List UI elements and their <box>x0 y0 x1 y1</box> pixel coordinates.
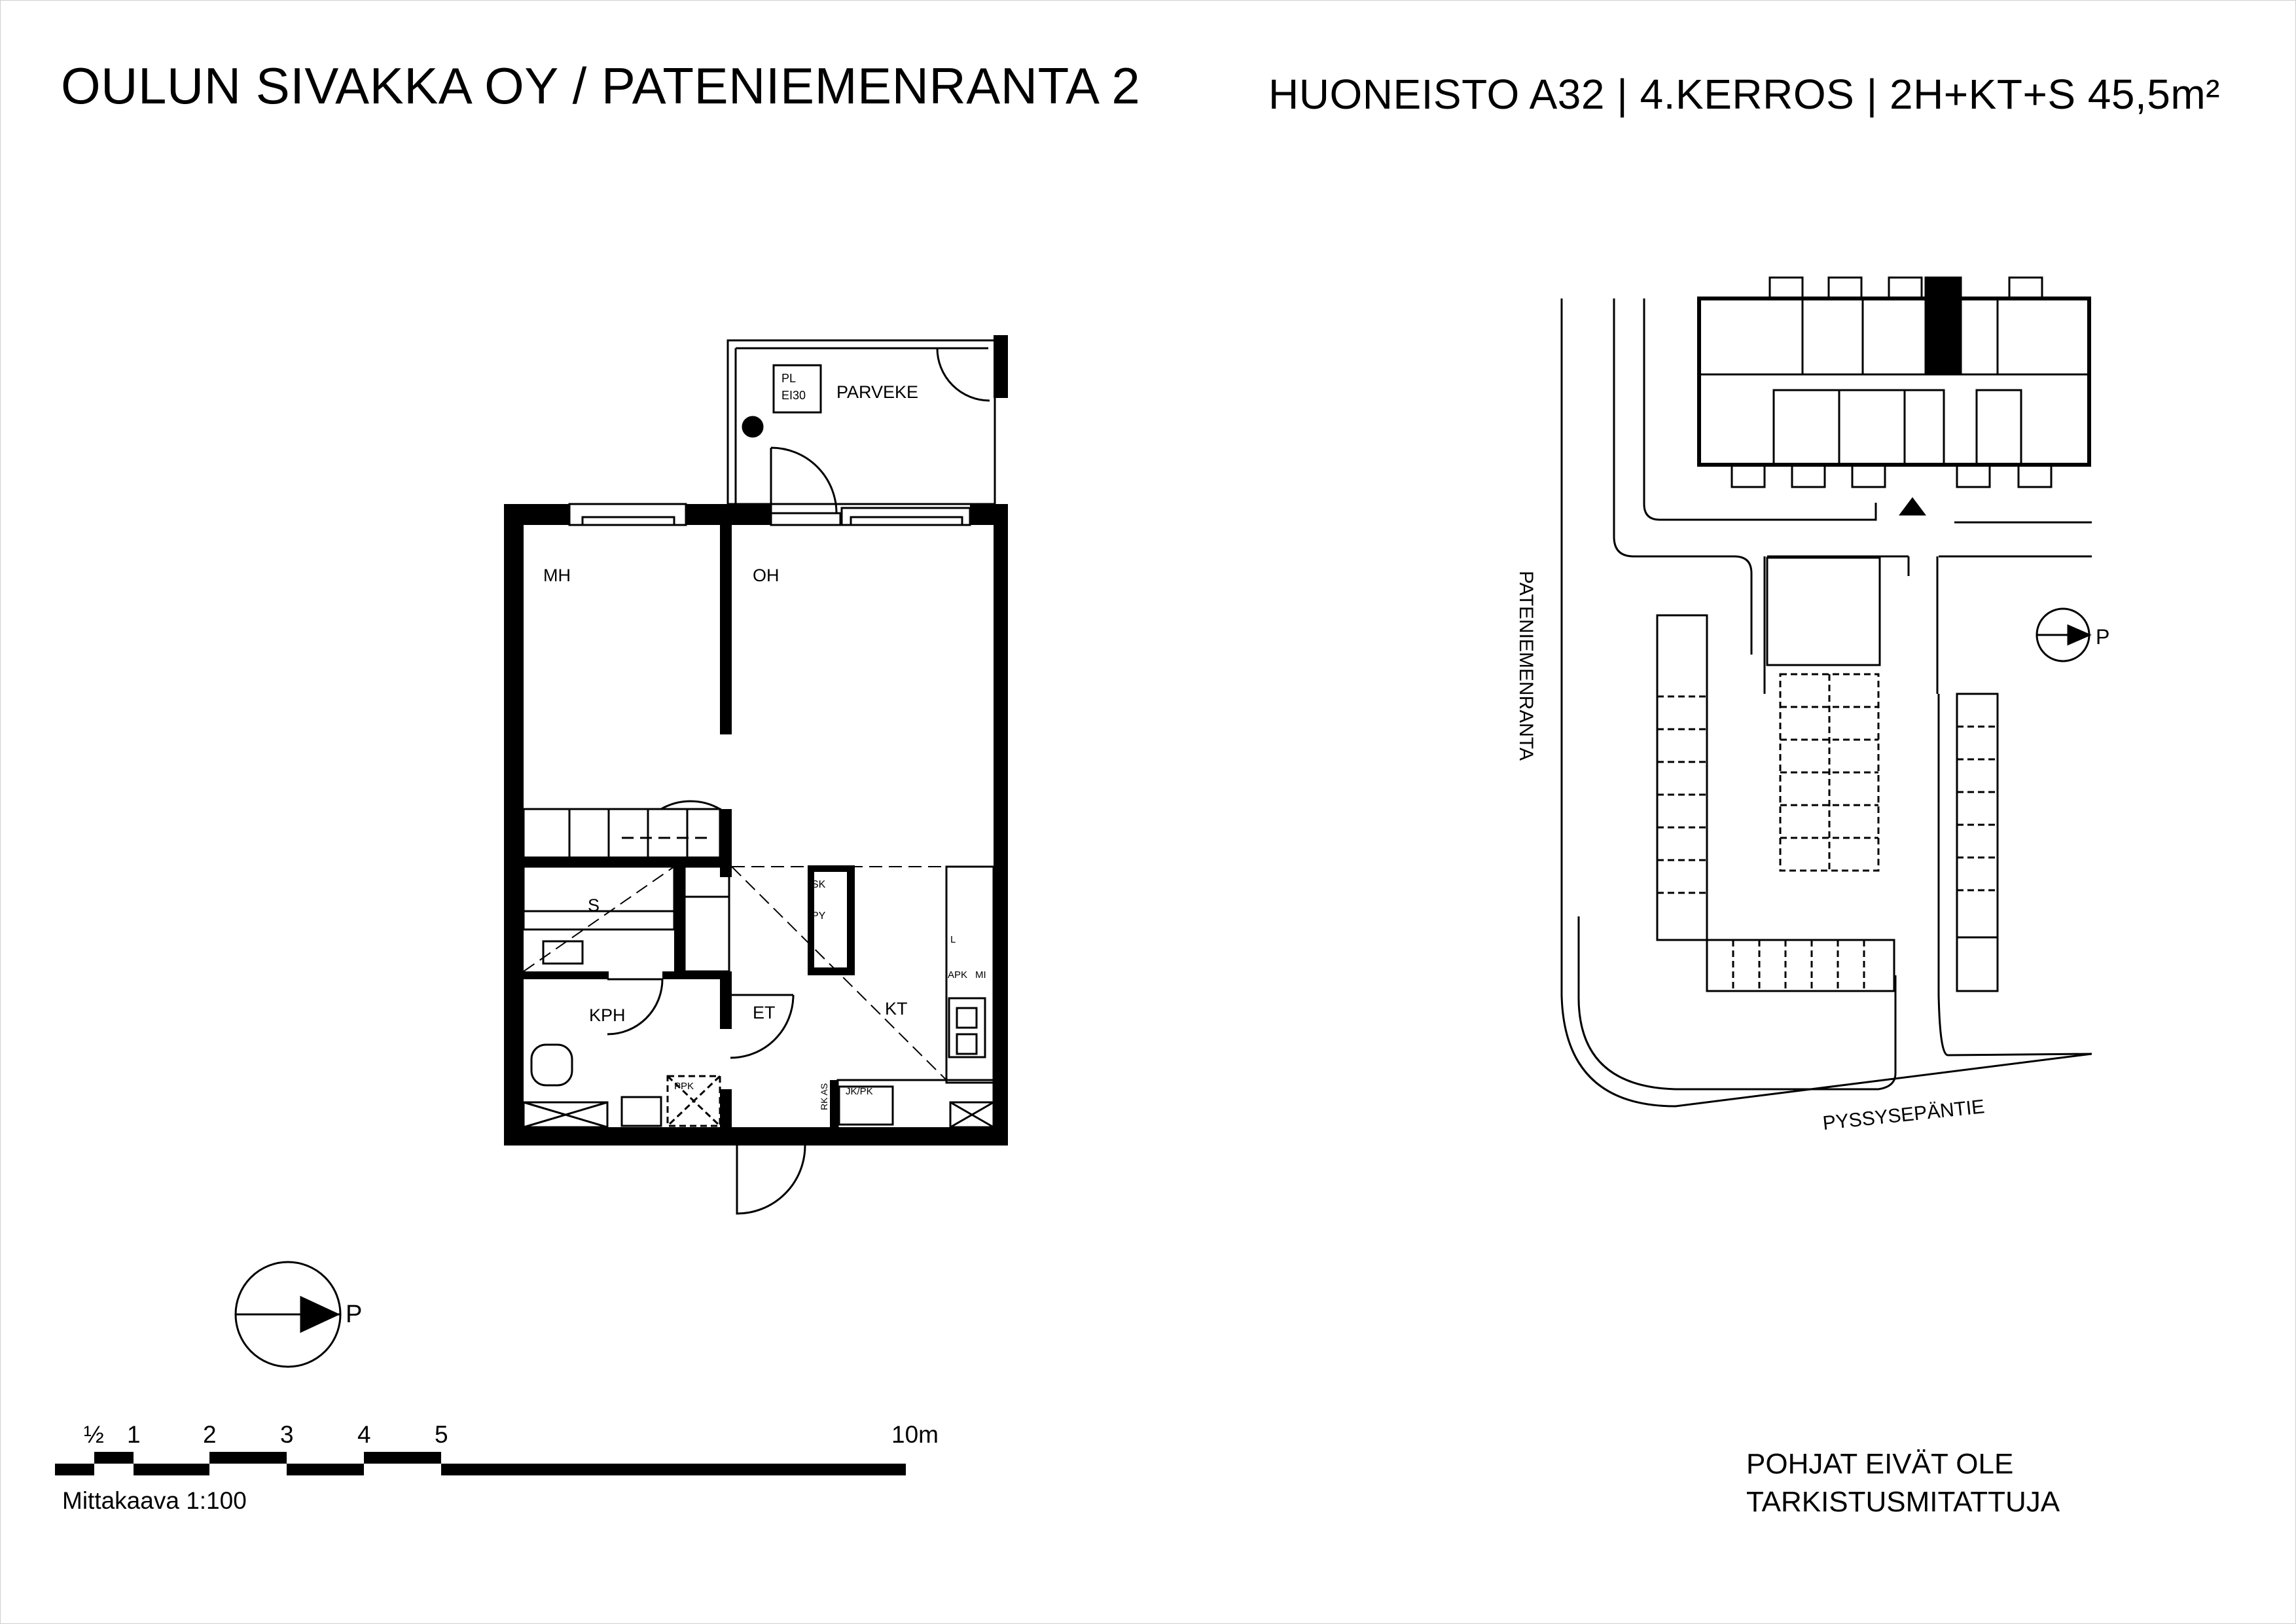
street-label-pyssysepantie: PYSSYSEPÄNTIE <box>1821 1096 1986 1134</box>
parking-middle <box>1780 674 1878 871</box>
fixture-ppk: PPK <box>674 1081 694 1092</box>
highlighted-apartment <box>1926 278 1961 374</box>
room-label-sauna: S <box>588 895 600 915</box>
bathroom-fixtures <box>524 1045 994 1127</box>
site-north-label: P <box>2096 625 2110 649</box>
room-label-entrance: ET <box>753 1003 776 1022</box>
north-arrow <box>236 1262 340 1367</box>
room-label-balcony: PARVEKE <box>836 382 919 402</box>
road-outer <box>1562 298 2092 1106</box>
site-building <box>1699 298 2089 465</box>
interior-walls <box>524 525 855 1146</box>
parking-right <box>1957 694 1998 991</box>
balcony-fire-class: PL <box>781 372 797 385</box>
project-title: OULUN SIVAKKA OY / PATENIEMENRANTA 2 <box>61 57 1141 115</box>
scale-bar <box>55 1452 906 1475</box>
apartment-info: HUONEISTO A32 | 4.KERROS | 2H+KT+S 45,5m² <box>1268 71 2220 118</box>
room-label-bathroom: KPH <box>589 1005 626 1025</box>
parking-left <box>1657 615 1707 940</box>
scale-tick-1: 1 <box>127 1421 141 1448</box>
scale-tick-5: 5 <box>435 1421 448 1448</box>
north-label: P <box>346 1301 363 1328</box>
wardrobe <box>524 809 720 857</box>
disclaimer <box>1746 1445 2060 1521</box>
balcony-drain <box>742 416 763 437</box>
doors <box>607 348 990 1214</box>
balcony-outline <box>728 340 995 504</box>
scale-caption: Mittakaava 1:100 <box>62 1487 247 1514</box>
scale-tick-4: 4 <box>357 1421 371 1448</box>
disclaimer-line-1: POHJAT EIVÄT OLE <box>1746 1448 2014 1480</box>
room-label-kitchen: KT <box>885 999 908 1019</box>
room-label-living: OH <box>753 566 780 585</box>
site-north-arrow <box>2037 609 2089 661</box>
scale-tick-2: 2 <box>203 1421 217 1448</box>
scale-tick-3: 3 <box>280 1421 294 1448</box>
scale-tick-10m: 10m <box>891 1421 939 1448</box>
room-label-bedroom: MH <box>543 566 571 585</box>
disclaimer-line-2: TARKISTUSMITATTUJA <box>1746 1486 2060 1518</box>
floor-plan <box>504 335 1008 1214</box>
balcony-fire-class-sub: EI30 <box>781 389 806 402</box>
site-plan <box>1562 278 2092 1106</box>
fixture-freezer: SK <box>812 879 826 890</box>
fixture-apk: APK <box>948 969 968 981</box>
exterior-walls <box>504 335 1008 1146</box>
fixture-stove: L <box>950 934 956 945</box>
parking-bottom <box>1707 940 1894 991</box>
fixture-rk-as: RK AS <box>819 1083 829 1110</box>
fixture-jk-pk: JK/PK <box>846 1086 873 1097</box>
scale-tick-half: ½ <box>84 1421 104 1448</box>
street-label-pateniemenranta: PATENIEMENRANTA <box>1515 571 1537 761</box>
fixture-fridge: PY <box>812 911 826 922</box>
sauna-benches <box>524 867 674 964</box>
fixture-mi: MI <box>975 969 986 981</box>
